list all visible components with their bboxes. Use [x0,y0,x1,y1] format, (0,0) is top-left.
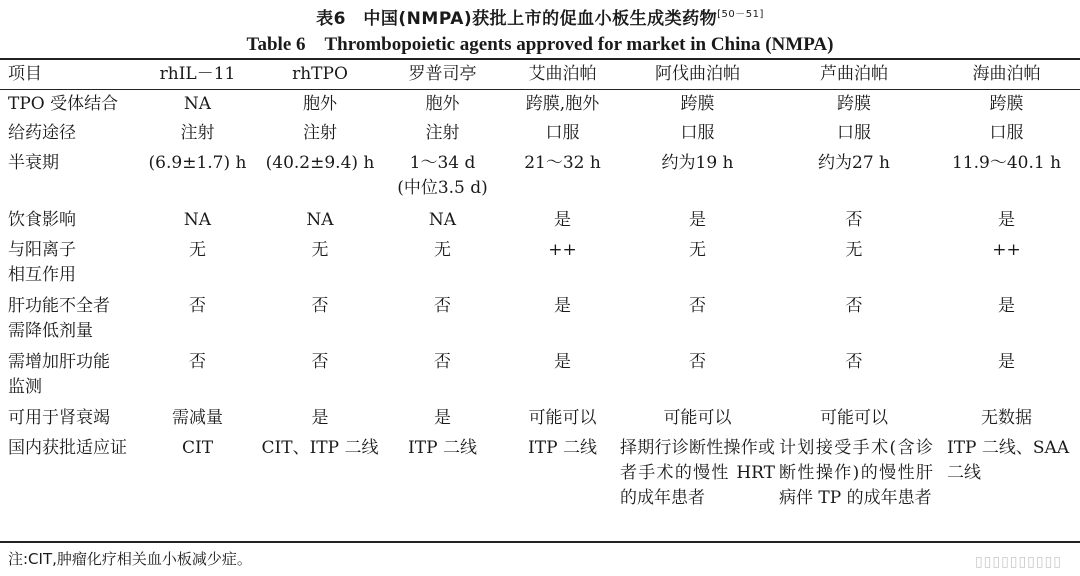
table-cell: 否 [689,352,706,372]
header-row [0,60,1080,89]
table-title-chinese [0,4,1080,29]
table-row [0,238,1080,294]
table-cell: 是 [998,296,1015,316]
title-reference: [50－51] [717,9,764,20]
header-item: 项目 [8,64,42,84]
table-cell: 口服 [989,123,1024,143]
table-cell: 跨膜 [837,94,871,114]
table-cell: 口服 [680,123,715,143]
table-cell: 约为19 h [661,153,734,173]
table-cell: 否 [311,296,329,316]
table-cell: 1～34 d (中位3.5 d) [397,153,488,198]
table-cell: NA [428,210,457,230]
table-row [0,350,1080,406]
table-cell: 胞外 [425,94,460,114]
table-cell: 可能可以 [663,408,732,428]
row-label: 肝功能不全者需降低剂量 [8,296,110,341]
header-romiplostim: 罗普司亭 [408,64,477,84]
table-cell: 否 [434,352,451,372]
table-cell: 可能可以 [820,408,888,428]
table-cell: 否 [434,296,451,316]
table-cell: ++ [548,240,577,260]
table-cell: 跨膜,胞外 [525,94,600,114]
table-cell: 约为27 h [818,153,890,173]
table-cell: 无 [689,240,706,260]
table-row [0,436,1080,540]
table-footnote: 注:CIT,肿瘤化疗相关血小板减少症。 [8,550,252,568]
table-cell: NA [183,210,212,230]
table-cell: ITP 二线 [528,438,597,458]
table-cell: (6.9±1.7) h [148,153,247,173]
table-cell: 无数据 [981,408,1032,428]
header-rhil11: rhIL－11 [159,64,236,84]
table-row [0,151,1080,208]
table-cell: 否 [689,296,706,316]
table-cell: 注射 [425,123,460,143]
table-cell: 无 [845,240,863,260]
table-cell: 注射 [303,123,337,143]
table-cell: 否 [189,296,206,316]
table-cell: 跨膜 [680,94,715,114]
table-title-english: Table 6 Thrombopoietic agents approved for market in China (NMPA) [246,34,834,55]
table-cell: 是 [998,352,1015,372]
table-cell: 跨膜 [989,94,1024,114]
table-cell: 21～32 h [524,153,601,173]
row-label: 需增加肝功能监测 [8,352,110,397]
table-cell: 是 [998,210,1015,230]
table-cell: NA [183,94,212,114]
row-label: TPO 受体结合 [8,94,119,114]
header-hetrombopag: 海曲泊帕 [972,64,1041,84]
table-cell: ITP 二线 [408,438,477,458]
table-row [0,208,1080,238]
table-cell: ++ [992,240,1021,260]
table-cell: 是 [311,408,329,428]
row-label: 可用于肾衰竭 [8,408,110,428]
table-cell: 需减量 [172,408,223,428]
table-cell: 是 [434,408,451,428]
table-cell: 否 [189,352,206,372]
table-cell: 11.9～40.1 h [951,153,1062,173]
table-cell: NA [306,210,334,230]
header-lusutrombopag: 芦曲泊帕 [820,64,888,84]
table-cell: 可能可以 [528,408,597,428]
table-cell: (40.2±9.4) h [265,153,375,173]
table-cell: ITP 二线、SAA 二线 [947,438,1070,483]
row-label: 与阳离子相互作用 [8,240,76,285]
table-cell: 否 [845,210,863,230]
table-cell: 计划接受手术(含诊断性操作)的慢性肝病伴 TP 的成年患者 [779,438,933,508]
row-label: 饮食影响 [8,210,76,230]
table-cell: 无 [189,240,206,260]
table-row [0,89,1080,121]
header-avatrombopag: 阿伐曲泊帕 [655,64,740,84]
table-cell: 是 [554,352,571,372]
table-cell: 是 [554,296,571,316]
table-cell: 无 [434,240,451,260]
bottom-rule [0,541,1080,543]
table-cell: 是 [689,210,706,230]
watermark-icon: ▯▯▯▯▯▯▯▯▯▯ [974,554,1062,570]
table-cell: 否 [845,352,863,372]
table-row [0,294,1080,350]
table-cell: 无 [311,240,329,260]
table-cell: 注射 [180,123,215,143]
row-label: 国内获批适应证 [8,438,127,458]
table-cell: CIT [181,438,214,458]
table-row [0,121,1080,151]
table-cell: 胞外 [303,94,337,114]
table-cell: 是 [554,210,571,230]
table-cell: 否 [845,296,863,316]
header-eltrombopag: 艾曲泊帕 [528,64,597,84]
row-label: 半衰期 [8,153,59,173]
title-cn-text: 表6 中国(NMPA)获批上市的促血小板生成类药物 [316,9,718,29]
table-cell: 否 [311,352,329,372]
table-cell: 口服 [837,123,871,143]
table-cell: 择期行诊断性操作或者手术的慢性 HRT 的成年患者 [620,438,775,508]
table-row [0,406,1080,436]
drug-comparison-table [0,60,1080,540]
row-label: 给药途径 [8,123,76,143]
table-cell: CIT、ITP 二线 [261,438,379,458]
header-rhtpo: rhTPO [292,64,348,84]
table-cell: 口服 [545,123,580,143]
